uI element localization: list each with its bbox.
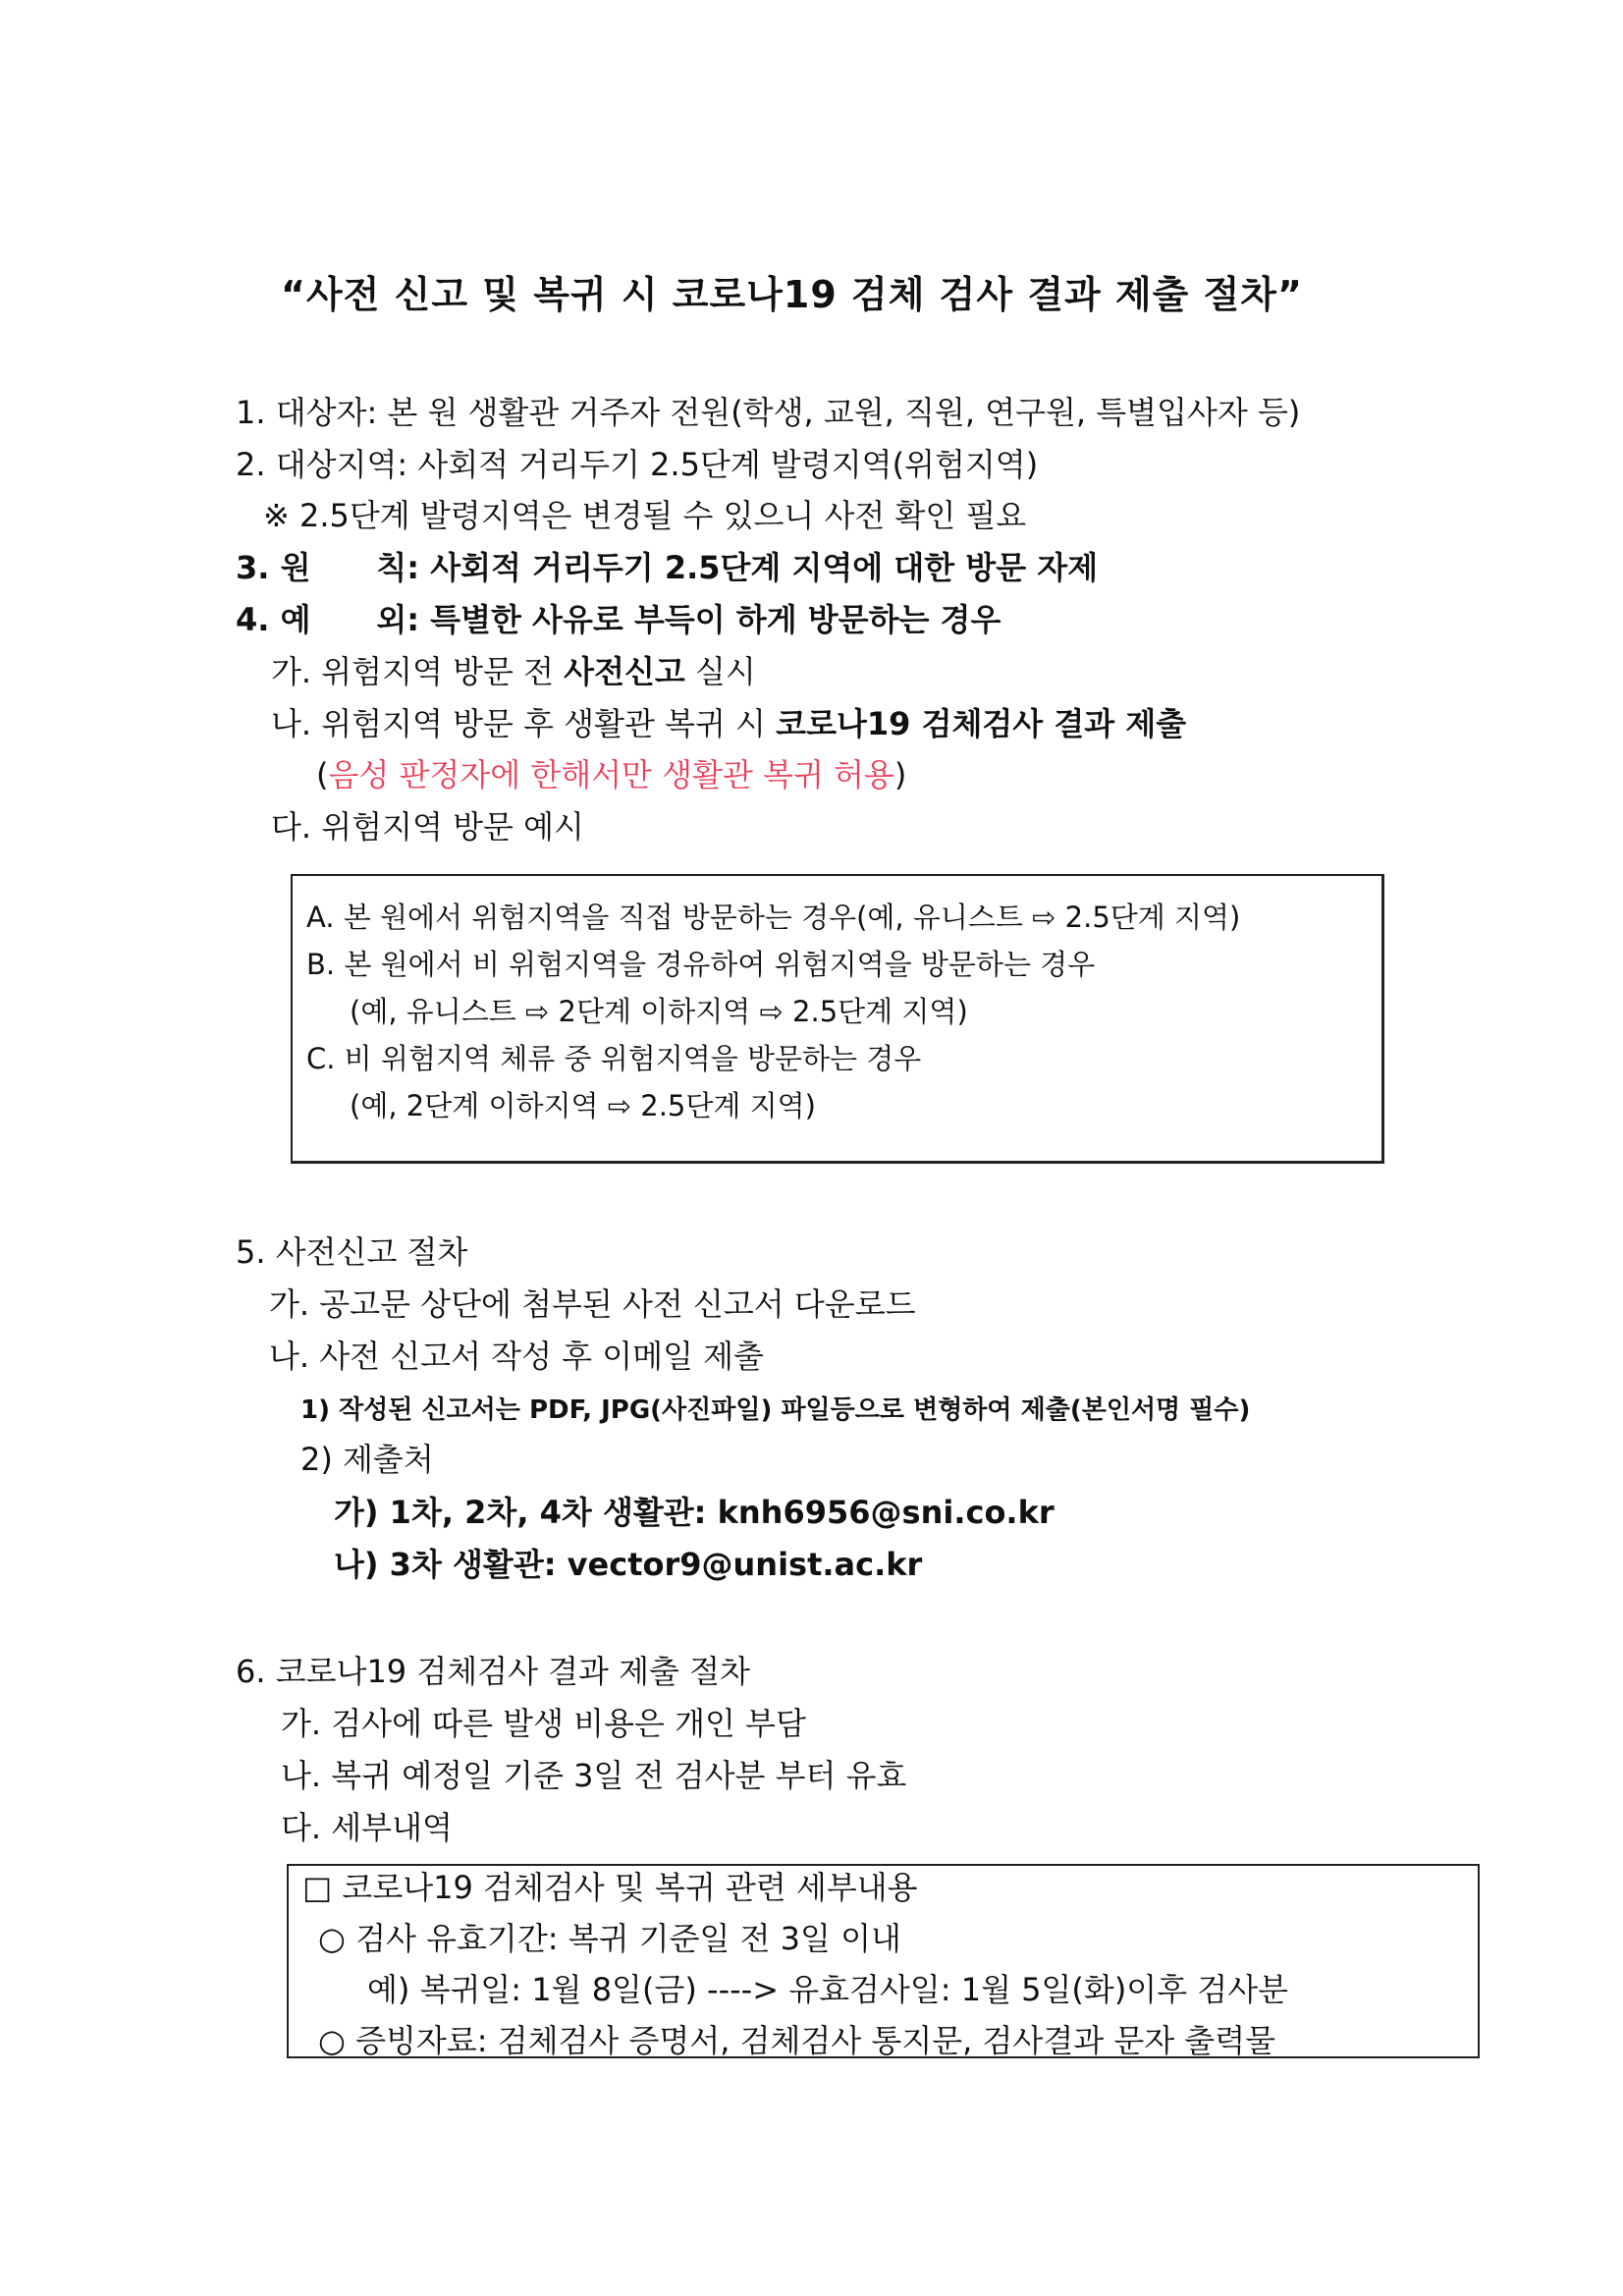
item-5-na-1: 1) 작성된 신고서는 PDF, JPG(사진파일) 파일등으로 변형하여 제출(본인서명 필수)	[300, 1395, 1251, 1425]
item-4-ga-pre: 가. 위험지역 방문 전	[271, 653, 565, 690]
item-1-target: 1. 대상자: 본 원 생활관 거주자 전원(학생, 교원, 직원, 연구원, 특별입사자 등)	[236, 394, 1301, 431]
example-c-example: (예, 2단계 이하지역 ⇨ 2.5단계 지역)	[350, 1089, 816, 1122]
item-4-na-bold: 코로나19 검체검사 결과 제출	[776, 705, 1187, 742]
example-a: A. 본 원에서 위험지역을 직접 방문하는 경우(예, 유니스트 ⇨ 2.5단계 지역)	[306, 901, 1241, 934]
item-5-na-2-na-email: 나) 3차 생활관: vector9@unist.ac.kr	[334, 1546, 923, 1583]
item-2-note: ※ 2.5단계 발령지역은 변경될 수 있으니 사전 확인 필요	[263, 497, 1027, 534]
example-box	[291, 874, 1384, 1164]
item-6-da: 다. 세부내역	[281, 1809, 453, 1846]
detail-header: □ 코로나19 검체검사 및 복귀 관련 세부내용	[302, 1869, 918, 1906]
item-4-na	[271, 704, 1186, 743]
item-5-na-2-ga-email: 가) 1차, 2차, 4차 생활관: knh6956@sni.co.kr	[334, 1494, 1055, 1531]
example-c: C. 비 위험지역 체류 중 위험지역을 방문하는 경우	[306, 1042, 922, 1075]
document-title: “사전 신고 및 복귀 시 코로나19 검체 검사 결과 제출 절차”	[281, 273, 1303, 316]
item-6-ga: 가. 검사에 따른 발생 비용은 개인 부담	[281, 1705, 806, 1742]
item-4-ga-bold: 사전신고	[564, 653, 685, 690]
example-b-example: (예, 유니스트 ⇨ 2단계 이하지역 ⇨ 2.5단계 지역)	[350, 995, 968, 1028]
item-6-na: 나. 복귀 예정일 기준 3일 전 검사분 부터 유효	[281, 1757, 907, 1794]
item-5-procedure: 5. 사전신고 절차	[236, 1233, 468, 1271]
item-2-region: 2. 대상지역: 사회적 거리두기 2.5단계 발령지역(위험지역)	[236, 446, 1039, 483]
item-5-na-2: 2) 제출처	[300, 1441, 434, 1478]
detail-box	[287, 1864, 1480, 2058]
item-5-na: 나. 사전 신고서 작성 후 이메일 제출	[269, 1338, 764, 1375]
item-3-principle: 3. 원 칙: 사회적 거리두기 2.5단계 지역에 대한 방문 자제	[236, 549, 1099, 586]
item-4-na-pre: 나. 위험지역 방문 후 생활관 복귀 시	[271, 705, 777, 742]
item-4-na-note-close: )	[893, 756, 907, 793]
item-4-na-note-red: 음성 판정자에 한해서만 생활관 복귀 허용	[328, 756, 894, 793]
item-5-ga: 가. 공고문 상단에 첨부된 사전 신고서 다운로드	[269, 1285, 916, 1323]
detail-valid-example: 예) 복귀일: 1월 8일(금) ----> 유효검사일: 1월 5일(화)이후 검사분	[367, 1971, 1289, 2008]
item-4-ga	[271, 652, 756, 691]
detail-valid-period: ○ 검사 유효기간: 복귀 기준일 전 3일 이내	[318, 1920, 901, 1957]
item-4-na-note-open: (	[316, 756, 329, 793]
item-4-exception: 4. 예 외: 특별한 사유로 부득이 하게 방문하는 경우	[236, 601, 1001, 638]
detail-evidence: ○ 증빙자료: 검체검사 증명서, 검체검사 통지문, 검사결과 문자 출력물	[318, 2022, 1276, 2059]
item-4-ga-post: 실시	[684, 653, 756, 690]
item-4-da: 다. 위험지역 방문 예시	[271, 808, 584, 846]
example-b: B. 본 원에서 비 위험지역을 경유하여 위험지역을 방문하는 경우	[306, 948, 1096, 981]
item-4-na-note	[316, 755, 906, 794]
item-6-procedure: 6. 코로나19 검체검사 결과 제출 절차	[236, 1653, 750, 1690]
